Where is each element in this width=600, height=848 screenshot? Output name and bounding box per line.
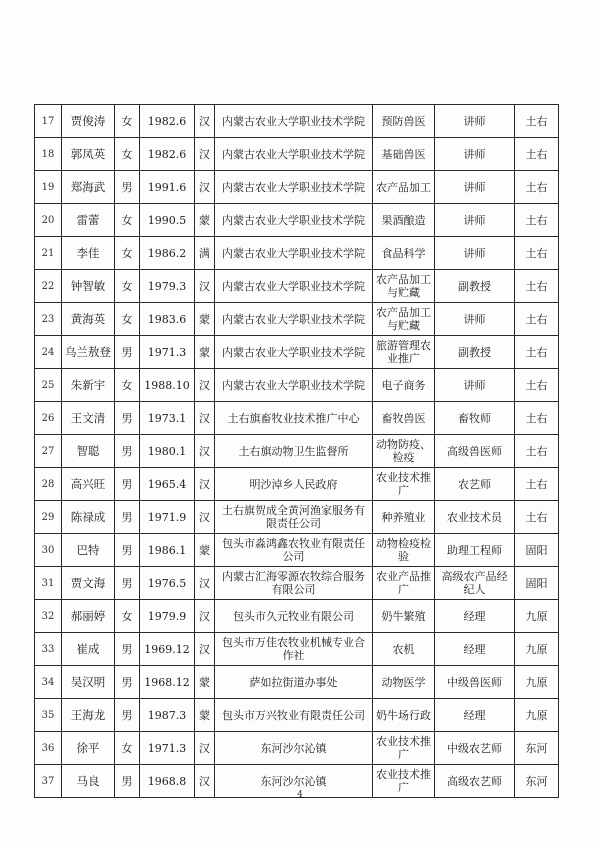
birth-date: 1988.10 (140, 369, 195, 402)
person-name: 贾文海 (62, 567, 115, 600)
work-unit: 内蒙古农业大学职业技术学院 (215, 138, 373, 171)
professional-title: 高级农艺师 (435, 765, 515, 798)
row-number: 32 (35, 600, 62, 633)
gender-cell: 女 (115, 237, 140, 270)
table-row (35, 138, 559, 171)
birth-date: 1971.3 (140, 732, 195, 765)
professional-title: 经理 (435, 699, 515, 732)
gender-cell: 男 (115, 666, 140, 699)
service-area: 土右 (515, 336, 559, 369)
gender-cell: 男 (115, 435, 140, 468)
work-unit: 内蒙古农业大学职业技术学院 (215, 369, 373, 402)
person-name: 高兴旺 (62, 468, 115, 501)
service-area: 九原 (515, 666, 559, 699)
gender-cell: 男 (115, 468, 140, 501)
birth-date: 1986.1 (140, 534, 195, 567)
service-area: 九原 (515, 600, 559, 633)
person-name: 黄海英 (62, 303, 115, 336)
ethnicity-cell: 汉 (195, 567, 215, 600)
row-number: 21 (35, 237, 62, 270)
ethnicity-cell: 蒙 (195, 336, 215, 369)
birth-date: 1979.9 (140, 600, 195, 633)
ethnicity-cell: 汉 (195, 765, 215, 798)
gender-cell: 男 (115, 501, 140, 534)
row-number: 24 (35, 336, 62, 369)
row-number: 18 (35, 138, 62, 171)
row-number: 37 (35, 765, 62, 798)
person-name: 王文清 (62, 402, 115, 435)
professional-title: 农业技术员 (435, 501, 515, 534)
person-name: 陈禄成 (62, 501, 115, 534)
service-area: 土右 (515, 171, 559, 204)
row-number: 28 (35, 468, 62, 501)
birth-date: 1982.6 (140, 138, 195, 171)
work-unit: 内蒙古农业大学职业技术学院 (215, 270, 373, 303)
ethnicity-cell: 汉 (195, 270, 215, 303)
professional-title: 副教授 (435, 336, 515, 369)
professional-title: 讲师 (435, 171, 515, 204)
specialty: 果酒酿造 (373, 204, 435, 237)
birth-date: 1979.3 (140, 270, 195, 303)
ethnicity-cell: 蒙 (195, 204, 215, 237)
gender-cell: 女 (115, 204, 140, 237)
service-area: 土右 (515, 402, 559, 435)
row-number: 27 (35, 435, 62, 468)
row-number: 36 (35, 732, 62, 765)
specialty: 动物防疫、检疫 (373, 435, 435, 468)
gender-cell: 女 (115, 732, 140, 765)
gender-cell: 男 (115, 534, 140, 567)
ethnicity-cell: 汉 (195, 600, 215, 633)
birth-date: 1973.1 (140, 402, 195, 435)
professional-title: 经理 (435, 600, 515, 633)
professional-title: 农艺师 (435, 468, 515, 501)
row-number: 19 (35, 171, 62, 204)
service-area: 土右 (515, 501, 559, 534)
gender-cell: 女 (115, 270, 140, 303)
table-row (35, 534, 559, 567)
ethnicity-cell: 蒙 (195, 534, 215, 567)
work-unit: 包头市万佳农牧业机械专业合作社 (215, 633, 373, 666)
person-name: 郭凤英 (62, 138, 115, 171)
gender-cell: 女 (115, 369, 140, 402)
professional-title: 高级农产品经纪人 (435, 567, 515, 600)
ethnicity-cell: 汉 (195, 468, 215, 501)
specialty: 基础兽医 (373, 138, 435, 171)
specialty: 奶牛场行政 (373, 699, 435, 732)
birth-date: 1969.12 (140, 633, 195, 666)
table-row (35, 402, 559, 435)
row-number: 17 (35, 105, 62, 138)
ethnicity-cell: 汉 (195, 633, 215, 666)
specialty: 动物检疫检验 (373, 534, 435, 567)
birth-date: 1987.3 (140, 699, 195, 732)
person-name: 吴汉明 (62, 666, 115, 699)
specialty: 农产品加工与贮藏 (373, 303, 435, 336)
table-row (35, 732, 559, 765)
professional-title: 助理工程师 (435, 534, 515, 567)
ethnicity-cell: 蒙 (195, 699, 215, 732)
birth-date: 1968.12 (140, 666, 195, 699)
ethnicity-cell: 汉 (195, 138, 215, 171)
ethnicity-cell: 蒙 (195, 666, 215, 699)
person-name: 智聪 (62, 435, 115, 468)
service-area: 土右 (515, 270, 559, 303)
gender-cell: 女 (115, 138, 140, 171)
table-row (35, 204, 559, 237)
service-area: 九原 (515, 699, 559, 732)
professional-title: 讲师 (435, 369, 515, 402)
professional-title: 经理 (435, 633, 515, 666)
service-area: 土右 (515, 105, 559, 138)
roster-body (35, 105, 559, 798)
table-row (35, 237, 559, 270)
row-number: 20 (35, 204, 62, 237)
row-number: 22 (35, 270, 62, 303)
birth-date: 1968.8 (140, 765, 195, 798)
birth-date: 1965.4 (140, 468, 195, 501)
person-name: 郑海武 (62, 171, 115, 204)
professional-title: 讲师 (435, 105, 515, 138)
service-area: 土右 (515, 237, 559, 270)
specialty: 农产品加工与贮藏 (373, 270, 435, 303)
birth-date: 1983.6 (140, 303, 195, 336)
table-row (35, 699, 559, 732)
person-name: 钟智敏 (62, 270, 115, 303)
professional-title: 讲师 (435, 138, 515, 171)
row-number: 23 (35, 303, 62, 336)
table-row (35, 105, 559, 138)
gender-cell: 男 (115, 567, 140, 600)
specialty: 预防兽医 (373, 105, 435, 138)
work-unit: 内蒙古农业大学职业技术学院 (215, 336, 373, 369)
work-unit: 内蒙古农业大学职业技术学院 (215, 303, 373, 336)
work-unit: 东河沙尔沁镇 (215, 765, 373, 798)
table-row (35, 435, 559, 468)
ethnicity-cell: 汉 (195, 171, 215, 204)
professional-title: 高级兽医师 (435, 435, 515, 468)
work-unit: 内蒙古汇海零源农牧综合服务有限公司 (215, 567, 373, 600)
gender-cell: 男 (115, 765, 140, 798)
person-name: 朱新宇 (62, 369, 115, 402)
birth-date: 1980.1 (140, 435, 195, 468)
service-area: 东河 (515, 732, 559, 765)
service-area: 土右 (515, 138, 559, 171)
person-name: 雷蕾 (62, 204, 115, 237)
specialty: 食品科学 (373, 237, 435, 270)
work-unit: 萨如拉街道办事处 (215, 666, 373, 699)
table-row (35, 369, 559, 402)
service-area: 土右 (515, 468, 559, 501)
table-row (35, 303, 559, 336)
specialty: 畜牧兽医 (373, 402, 435, 435)
professional-title: 中级农艺师 (435, 732, 515, 765)
professional-title: 畜牧师 (435, 402, 515, 435)
gender-cell: 男 (115, 336, 140, 369)
birth-date: 1971.3 (140, 336, 195, 369)
row-number: 33 (35, 633, 62, 666)
service-area: 土右 (515, 204, 559, 237)
row-number: 25 (35, 369, 62, 402)
work-unit: 土右旗动物卫生监督所 (215, 435, 373, 468)
birth-date: 1986.2 (140, 237, 195, 270)
service-area: 固阳 (515, 567, 559, 600)
ethnicity-cell: 汉 (195, 501, 215, 534)
row-number: 35 (35, 699, 62, 732)
work-unit: 内蒙古农业大学职业技术学院 (215, 237, 373, 270)
specialty: 农业技术推广 (373, 765, 435, 798)
person-name: 李佳 (62, 237, 115, 270)
gender-cell: 男 (115, 633, 140, 666)
ethnicity-cell: 汉 (195, 435, 215, 468)
service-area: 固阳 (515, 534, 559, 567)
person-name: 崔成 (62, 633, 115, 666)
professional-title: 中级兽医师 (435, 666, 515, 699)
person-name: 乌兰敖登 (62, 336, 115, 369)
person-name: 王海龙 (62, 699, 115, 732)
ethnicity-cell: 汉 (195, 105, 215, 138)
row-number: 30 (35, 534, 62, 567)
person-name: 巴特 (62, 534, 115, 567)
table-row (35, 666, 559, 699)
birth-date: 1991.6 (140, 171, 195, 204)
work-unit: 土右旗贺成全黄河渔家服务有限责任公司 (215, 501, 373, 534)
work-unit: 土右旗畜牧业技术推广中心 (215, 402, 373, 435)
row-number: 34 (35, 666, 62, 699)
expert-roster-table (34, 104, 559, 798)
work-unit: 东河沙尔沁镇 (215, 732, 373, 765)
specialty: 农机 (373, 633, 435, 666)
specialty: 旅游管理农业推广 (373, 336, 435, 369)
professional-title: 讲师 (435, 204, 515, 237)
specialty: 农业技术推广 (373, 468, 435, 501)
service-area: 东河 (515, 765, 559, 798)
table-row (35, 633, 559, 666)
work-unit: 内蒙古农业大学职业技术学院 (215, 204, 373, 237)
work-unit: 内蒙古农业大学职业技术学院 (215, 171, 373, 204)
person-name: 郝丽婷 (62, 600, 115, 633)
professional-title: 副教授 (435, 270, 515, 303)
work-unit: 明沙淖乡人民政府 (215, 468, 373, 501)
row-number: 26 (35, 402, 62, 435)
service-area: 土右 (515, 303, 559, 336)
professional-title: 讲师 (435, 303, 515, 336)
table-row (35, 270, 559, 303)
gender-cell: 男 (115, 171, 140, 204)
specialty: 动物医学 (373, 666, 435, 699)
birth-date: 1990.5 (140, 204, 195, 237)
specialty: 农产品加工 (373, 171, 435, 204)
table-row (35, 567, 559, 600)
person-name: 徐平 (62, 732, 115, 765)
row-number: 29 (35, 501, 62, 534)
gender-cell: 男 (115, 699, 140, 732)
ethnicity-cell: 汉 (195, 369, 215, 402)
table-row (35, 501, 559, 534)
work-unit: 内蒙古农业大学职业技术学院 (215, 105, 373, 138)
ethnicity-cell: 汉 (195, 732, 215, 765)
service-area: 土右 (515, 369, 559, 402)
specialty: 农业技术推广 (373, 732, 435, 765)
specialty: 农业产品推广 (373, 567, 435, 600)
work-unit: 包头市久元牧业有限公司 (215, 600, 373, 633)
page-number: 4 (297, 790, 303, 800)
professional-title: 讲师 (435, 237, 515, 270)
birth-date: 1982.6 (140, 105, 195, 138)
service-area: 土右 (515, 435, 559, 468)
table-row (35, 600, 559, 633)
specialty: 种养殖业 (373, 501, 435, 534)
work-unit: 包头市万兴牧业有限责任公司 (215, 699, 373, 732)
table-row (35, 336, 559, 369)
gender-cell: 女 (115, 105, 140, 138)
gender-cell: 女 (115, 303, 140, 336)
person-name: 贾俊涛 (62, 105, 115, 138)
specialty: 奶牛繁殖 (373, 600, 435, 633)
row-number: 31 (35, 567, 62, 600)
service-area: 九原 (515, 633, 559, 666)
table-row (35, 171, 559, 204)
ethnicity-cell: 汉 (195, 402, 215, 435)
person-name: 马良 (62, 765, 115, 798)
birth-date: 1971.9 (140, 501, 195, 534)
ethnicity-cell: 满 (195, 237, 215, 270)
table-row (35, 468, 559, 501)
specialty: 电子商务 (373, 369, 435, 402)
gender-cell: 男 (115, 402, 140, 435)
birth-date: 1976.5 (140, 567, 195, 600)
work-unit: 包头市淼鸿鑫农牧业有限责任公司 (215, 534, 373, 567)
gender-cell: 女 (115, 600, 140, 633)
ethnicity-cell: 蒙 (195, 303, 215, 336)
